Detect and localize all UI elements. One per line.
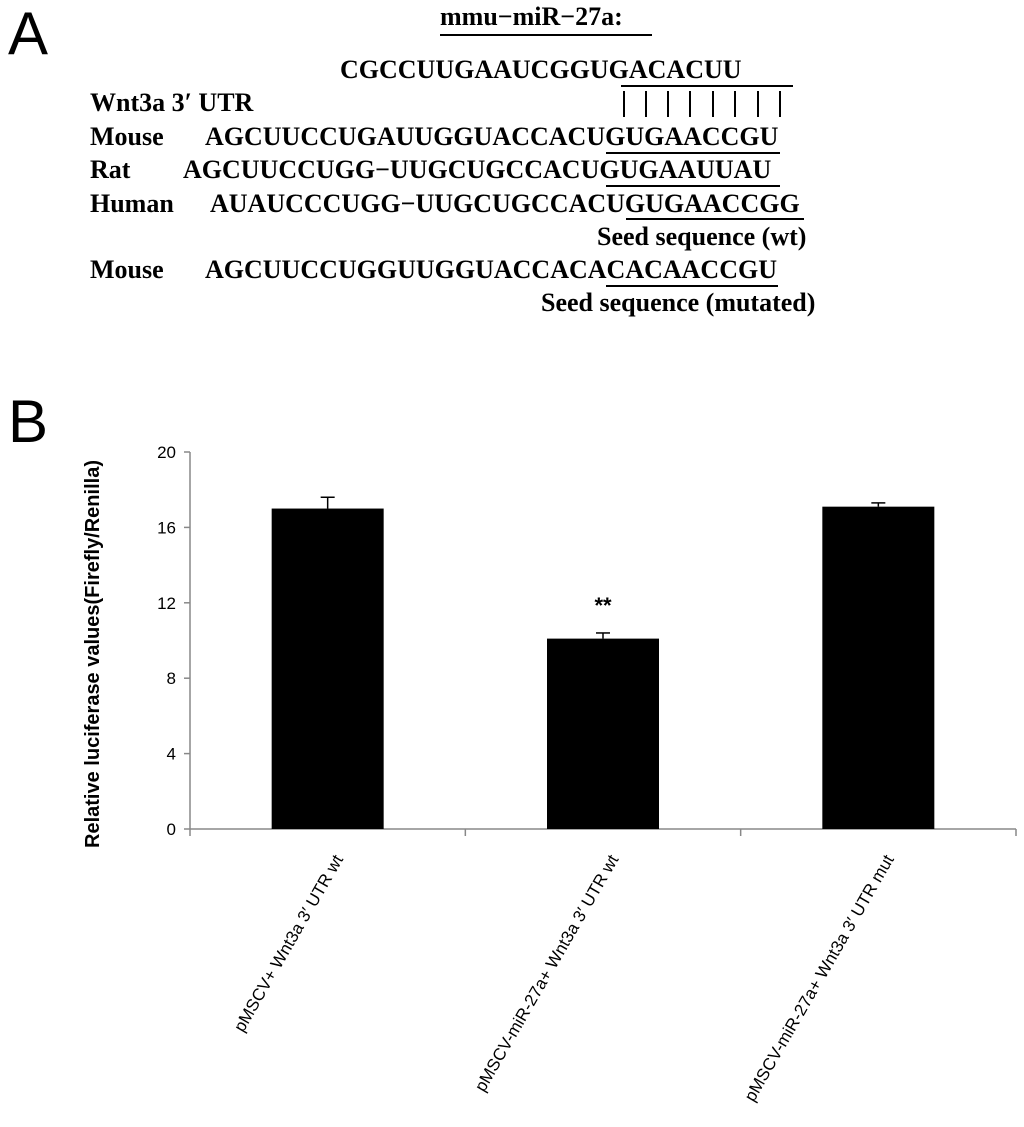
y-tick-label: 12 xyxy=(157,593,176,613)
y-tick-label: 0 xyxy=(166,820,176,839)
y-axis-title: Relative luciferase values(Firefly/Renilla) xyxy=(82,460,104,848)
mirna-name-underline xyxy=(440,34,652,36)
y-axis-title-group xyxy=(82,460,104,848)
mirna-seed-underline xyxy=(621,85,793,87)
species-label-human: Human xyxy=(90,189,174,218)
bars xyxy=(272,507,935,829)
significance-label: ** xyxy=(594,592,612,618)
y-tick-label: 8 xyxy=(166,669,176,689)
species-label-rat: Rat xyxy=(90,155,131,184)
seed-underline-rat xyxy=(606,185,780,187)
x-tick-labels xyxy=(230,851,898,1104)
species-label-mouse: Mouse xyxy=(90,122,164,151)
sequence-rat: AGCUUCCUGG−UUGCUGCCACUGUGAAUUAU xyxy=(183,155,772,184)
seed-underline-human xyxy=(626,218,804,220)
x-tick-label: pMSCV+ Wnt3a 3′ UTR wt xyxy=(230,851,348,1036)
luciferase-bar-chart xyxy=(0,380,1024,1127)
sequence-mouse-mutated: AGCUUCCUGGUUGGUACCACACACAACCGU xyxy=(205,255,777,284)
y-ticks xyxy=(157,443,190,839)
utr-label: Wnt3a 3′ UTR xyxy=(90,88,254,117)
bar xyxy=(822,507,934,829)
seed-underline-mutated xyxy=(606,285,778,287)
x-tick-label: pMSCV-miR-27a+ Wnt3a 3′ UTR wt xyxy=(470,851,623,1095)
x-tick-label: pMSCV-miR-27a+ Wnt3a 3′ UTR mut xyxy=(740,851,898,1105)
bar xyxy=(272,509,384,829)
mirna-sequence: CGCCUUGAAUCGGUGACACUU xyxy=(340,55,742,84)
y-tick-label: 16 xyxy=(157,518,176,538)
panel-b-label: B xyxy=(8,388,49,455)
sequence-human: AUAUCCCUGG−UUGCUGCCACUGUGAACCGG xyxy=(210,189,800,218)
seed-underline-mouse xyxy=(606,152,780,154)
y-tick-label: 20 xyxy=(157,443,176,462)
sequence-mouse: AGCUUCCUGAUUGGUACCACUGUGAACCGU xyxy=(205,122,779,151)
y-tick-label: 4 xyxy=(166,744,176,764)
annotations xyxy=(594,593,612,618)
mirna-name: mmu−miR−27a: xyxy=(440,2,623,31)
seed-mut-caption: Seed sequence (mutated) xyxy=(541,288,816,317)
species-label-mouse-mutated: Mouse xyxy=(90,255,164,284)
panel-a-label: A xyxy=(8,0,49,67)
bar xyxy=(547,639,659,829)
seed-wt-caption: Seed sequence (wt) xyxy=(597,222,807,251)
